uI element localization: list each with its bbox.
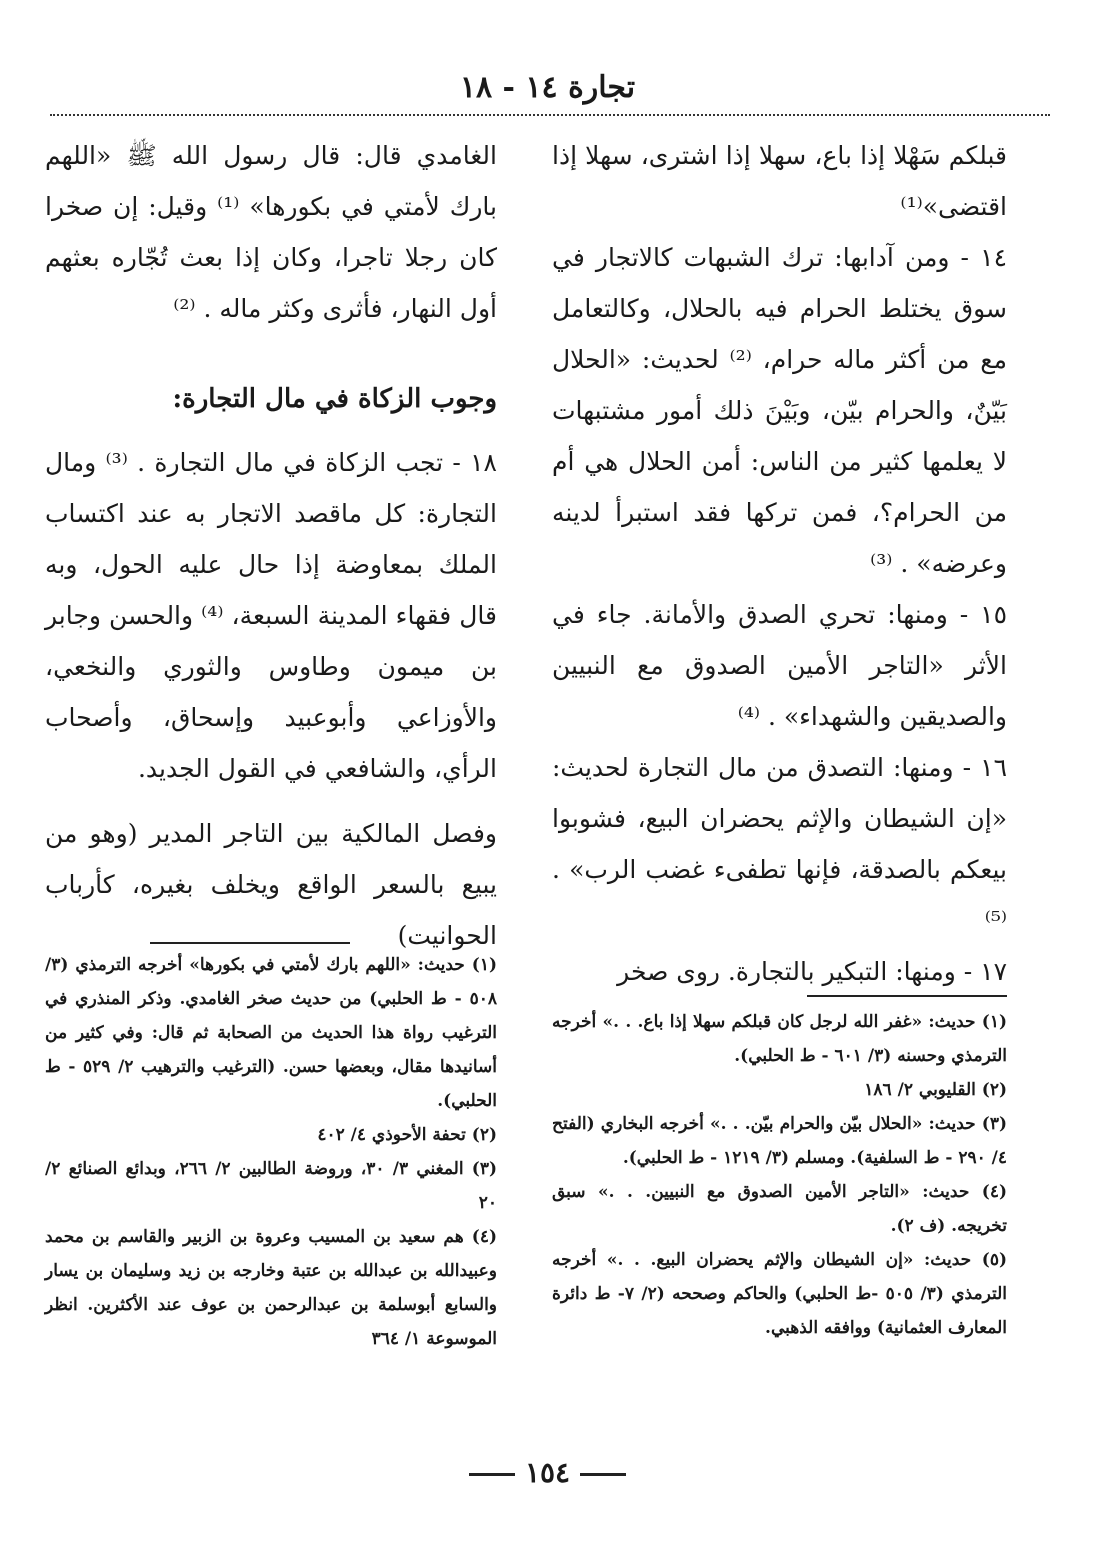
footnote: (٢) تحفة الأحوذي ٤/ ٤٠٢ [317, 1125, 497, 1145]
paragraph-continuation: الغامدي قال: قال رسول الله ﷺ «اللهم بارك لأمتي في بكورها» ⁽¹⁾ وقيل: إن صخرا كان رجلا تاجرا، وكان إذا بعث تُجّاره بعثهم أول النهار، فأثرى وكثر ماله . ⁽²⁾ [45, 141, 497, 323]
page-number-dash [469, 1473, 515, 1476]
footnote: (٢) القليوبي ٢/ ١٨٦ [864, 1080, 1007, 1100]
left-footnote-rule [150, 942, 350, 944]
paragraph-14: ١٤ - ومن آدابها: ترك الشبهات كالاتجار في سوق يختلط الحرام فيه بالحلال، وكالتعامل مع من أكثر ماله حرام، ⁽²⁾ لحديث: «الحلال بَيّنٌ، والحرام بيّن، وبَيْنَ ذلك أمور مشتبهات لا يعلمها كثير من الناس: أمن الحلال هي أم من الحرام؟، فمن تركها فقد استبرأ لدينه وعرضه» . ⁽³⁾ [552, 243, 1008, 578]
right-footnotes [552, 1005, 1007, 1345]
footnote: (١) حديث: «غفر الله لرجل كان قبلكم سهلا إذا باع. . .» أخرجه الترمذي وحسنه (٣/ ٦٠١ - ط الحلبي). [552, 1012, 1007, 1066]
left-footnotes [45, 948, 497, 1356]
section-spacer [45, 794, 497, 808]
paragraph-17: ١٧ - ومنها: التبكير بالتجارة. روى صخر [617, 957, 1007, 986]
footnote: (٣) المغني ٣/ ٣٠، وروضة الطالبين ٢/ ٢٦٦، وبدائع الصنائع ٢/ ٢٠ [45, 1159, 497, 1213]
footnote: (٥) حديث: «إن الشيطان والإثم يحضران البيع. . .» أخرجه الترمذي (٣/ ٥٠٥ -ط الحلبي) والحاكم وصححه (٢/ ٧- ط دائرة المعارف العثمانية) ووافقه الذهبي. [552, 1250, 1007, 1338]
right-footnote-rule [807, 995, 1007, 997]
page-number-dash [580, 1473, 626, 1476]
page-number-value: ١٥٤ [524, 1456, 571, 1489]
paragraph-maliki: وفصل المالكية بين التاجر المدير (وهو من يبيع بالسعر الواقع ويخلف بغيره، كأرباب الحوانيت) [45, 819, 497, 950]
right-column [552, 130, 1007, 997]
footnote: (١) حديث: «اللهم بارك لأمتي في بكورها» أخرجه الترمذي (٣/ ٥٠٨ - ط الحلبي) من حديث صخر الغامدي. وذكر المنذري في الترغيب رواة هذا الحديث من الصحابة ثم قال: وفي كثير من أسانيدها مقال، وبعضها حسن. (الترغيب والترهيب ٢/ ٥٢٩ - ط الحلبي). [45, 955, 497, 1111]
page-number [0, 1456, 1095, 1489]
paragraph-continuation: قبلكم سَهْلا إذا باع، سهلا إذا اشترى، سهلا إذا اقتضى»⁽¹⁾ [552, 141, 1007, 221]
header-dotted-rule [50, 114, 1050, 116]
section-spacer [45, 425, 497, 437]
footnote: (٤) هم سعيد بن المسيب وعروة بن الزبير والقاسم بن محمد وعبيدالله بن عبدالله بن عتبة وخارجه بن زيد وسليمان بن يسار والسابع أبوسلمة بن عبدالرحمن بن عوف عند الأكثرين. انظر الموسوعة ١/ ٣٦٤ [45, 1227, 497, 1349]
paragraph-15: ١٥ - ومنها: تحري الصدق والأمانة. جاء في الأثر «التاجر الأمين الصدوق مع النبيين والصديقين والشهداء» . ⁽⁴⁾ [552, 600, 1007, 731]
left-column [45, 130, 497, 961]
paragraph-16: ١٦ - ومنها: التصدق من مال التجارة لحديث: «إن الشيطان والإثم يحضران البيع، فشوبوا بيعكم بالصدقة، فإنها تطفىء غضب الرب» . ⁽⁵⁾ [552, 753, 1007, 935]
section-spacer [45, 334, 497, 374]
footnote: (٤) حديث: «التاجر الأمين الصدوق مع النبيين. . .» سبق تخريجه. (ف ٢). [552, 1182, 1007, 1236]
paragraph-18: ١٨ - تجب الزكاة في مال التجارة . ⁽³⁾ ومال التجارة: كل ماقصد الاتجار به عند اكتساب الملك بمعاوضة إذا حال عليه الحول، وبه قال فقهاء المدينة السبعة، ⁽⁴⁾ والحسن وجابر بن ميمون وطاوس والثوري والنخعي، والأوزاعي وأبوعبيد وإسحاق، وأصحاب الرأي، والشافعي في القول الجديد. [45, 448, 497, 783]
footnote: (٣) حديث: «الحلال بيّن والحرام بيّن. . .» أخرجه البخاري (الفتح ٤/ ٢٩٠ - ط السلفية). ومسلم (٣/ ١٢١٩ - ط الحلبي). [552, 1114, 1007, 1168]
running-header-title: تجارة ١٤ - ١٨ [459, 70, 636, 105]
section-heading: وجوب الزكاة في مال التجارة: [172, 384, 497, 414]
